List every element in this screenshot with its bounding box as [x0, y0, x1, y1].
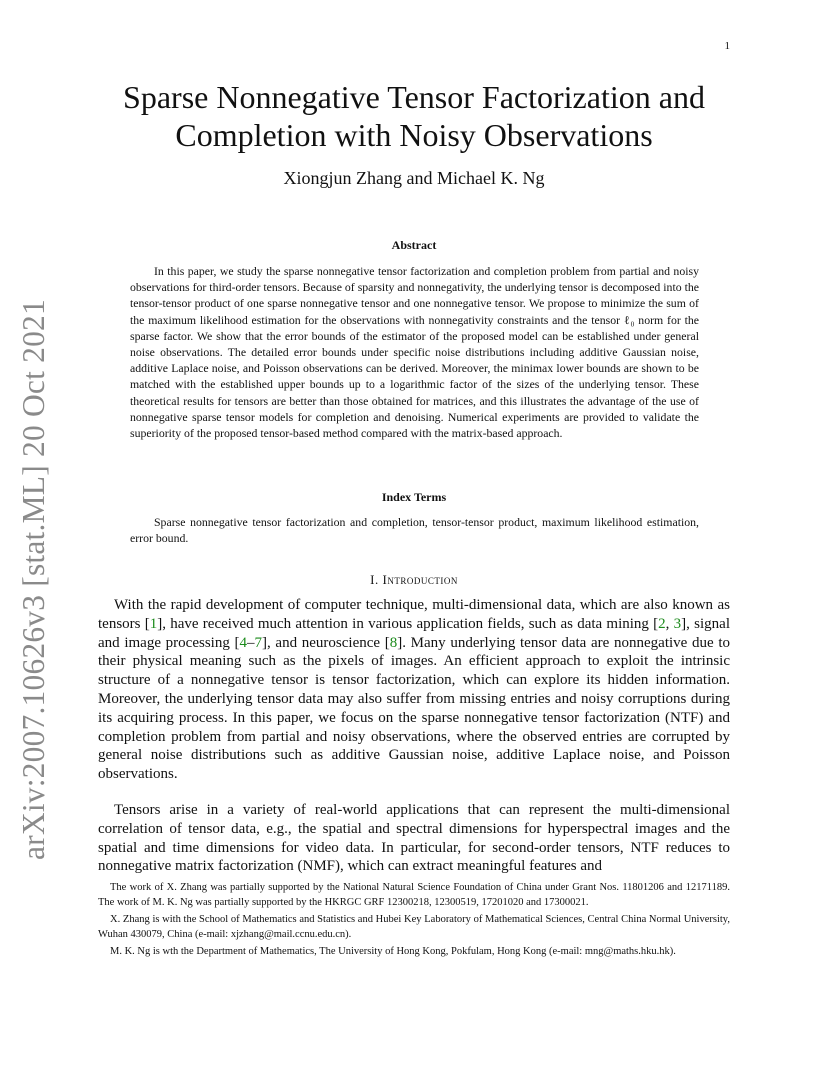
paper-authors: Xiongjun Zhang and Michael K. Ng — [283, 168, 545, 188]
citation-link[interactable]: 1 — [149, 615, 158, 632]
text-run: ]. Many underlying tensor data are nonnegative due to their physical meaning such as the pixels of images. An efficient approach to exploit the intrinsic structure of a nonnegative tensor is tensor factorization, which can explore its hidden information. Moreover, the underlying tensor data may also suffer from missing entries and noisy corruptions during its acquiring process. In this paper, we focus on the sparse nonnegative tensor factorization (NTF) and completion problem from partial and noisy observations, where the observed entries are corrupted by general noise distributions such as additive Gaussian noise, additive Laplace noise, and Poisson observations. — [98, 634, 730, 783]
abstract-heading: Abstract — [391, 238, 437, 252]
text-run: – — [247, 634, 255, 651]
text-run: ], have received much attention in various application fields, such as data mining [ — [157, 615, 659, 632]
section-numeral: I. — [370, 572, 379, 587]
page-number: 1 — [724, 40, 730, 52]
text-run: ], signal and image processing [ — [98, 615, 730, 651]
footnote-funding: The work of X. Zhang was partially supported by the National Natural Science Foundation of China under Grant Nos. 11801206 and 12171189. The work of M. K. Ng was partially supported by the HKRGC GRF 12300218, 12300519, 17201020 and 17300021. — [98, 882, 730, 908]
citation-link[interactable]: 8 — [389, 634, 398, 651]
footnotes — [98, 880, 730, 961]
footnote-affiliation-zhang: X. Zhang is with the School of Mathematics and Statistics and Hubei Key Laboratory of Mathematical Sciences, Central China Normal University, Wuhan 430079, China (e-mail: xjzhang@mail.ccnu.edu.cn). — [98, 914, 730, 940]
abstract-body: In this paper, we study the sparse nonnegative tensor factorization and completion problem from partial and noisy observations for third-order tensors. Because of sparsity and nonnegativity, the underlying tensor is decomposed into the tensor-tensor product of one sparse nonnegative tensor and one nonnegative tensor. We propose to minimize the sum of the maximum likelihood estimation for the observations with nonnegativity constraints and the tensor ℓ₀ norm for the sparse factor. We show that the error bounds of the estimator of the proposed model can be established under general noise observations. The detailed error bounds under specific noise distributions including additive Gaussian noise, additive Laplace noise, and Poisson observations can be derived. Moreover, the minimax lower bounds are shown to be matched with the established upper bounds up to a logarithmic factor of the sizes of the underlying tensor. These theoretical results for tensors are better than those obtained for matrices, and this illustrates the advantage of the use of nonnegative sparse tensor models for completion and denoising. Numerical experiments are provided to validate the superiority of the proposed tensor-based method compared with the matrix-based approach. — [130, 264, 699, 441]
text-run: , — [665, 615, 674, 632]
intro-paragraph-2: Tensors arise in a variety of real-world applications that can represent the multi-dimensional correlation of tensor data, e.g., the spatial and spectral dimensions for hyperspectral images and the spatial and time dimensions for video data. In particular, for second-order tensors, NTF reduces to nonnegative matrix factorization (NMF), which can extract meaningful features and — [98, 802, 730, 875]
section-heading-introduction — [98, 572, 730, 588]
arxiv-identifier-stamp: arXiv:2007.10626v3 [stat.ML] 20 Oct 2021 — [16, 299, 51, 860]
index-terms-body: Sparse nonnegative tensor factorization and completion, tensor-tensor product, maximum likelihood estimation, error bound. — [130, 515, 699, 546]
citation-link[interactable]: 2 — [658, 615, 666, 632]
paper-title: Sparse Nonnegative Tensor Factorization and Completion with Noisy Observations — [123, 79, 705, 153]
footnote-affiliation-ng: M. K. Ng is wth the Department of Mathematics, The University of Hong Kong, Pokfulam, Hong Kong (e-mail: mng@maths.hku.hk). — [110, 946, 676, 957]
text-run: ], and neuroscience [ — [262, 634, 390, 651]
index-terms-heading: Index Terms — [381, 490, 447, 504]
text-run: With the rapid development of computer technique, multi-dimensional data, which are also known as tensors [ — [98, 597, 730, 632]
section-title: Introduction — [382, 572, 458, 587]
citation-link[interactable]: 4 — [239, 634, 247, 651]
citation-link[interactable]: 7 — [254, 634, 262, 651]
intro-paragraph-1 — [98, 596, 730, 784]
citation-link[interactable]: 3 — [673, 615, 682, 632]
